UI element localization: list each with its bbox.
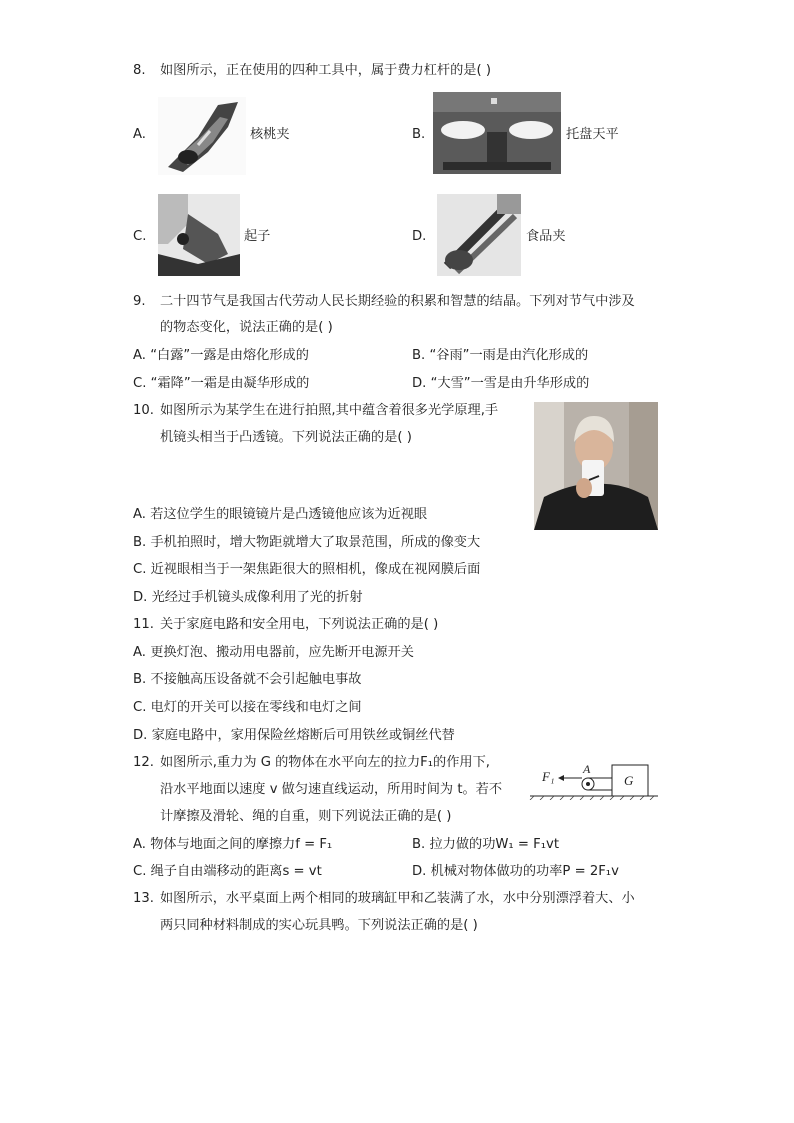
pulley-diagram bbox=[528, 754, 660, 800]
q9-option-c bbox=[133, 375, 309, 393]
pulley-diagram-svg bbox=[528, 754, 660, 800]
q12-number: 12. bbox=[133, 755, 154, 770]
q12-stem-line1: 如图所示,重力为 G 的物体在水平向左的拉力F₁的作用下, bbox=[160, 755, 490, 770]
q9-option-d-text: “大雪”一雪是由升华形成的 bbox=[430, 376, 590, 391]
q11-number: 11. bbox=[133, 617, 154, 632]
q9-option-b-text: “谷雨”一雨是由汽化形成的 bbox=[429, 348, 589, 363]
q10-option-b bbox=[133, 534, 480, 552]
selfie-image bbox=[534, 402, 658, 530]
q10-option-a bbox=[133, 506, 427, 524]
q10-option-a-label: A. bbox=[133, 507, 146, 522]
bottle-opener-photo bbox=[158, 194, 240, 276]
balance-scale-image bbox=[433, 92, 561, 174]
q10-number: 10. bbox=[133, 403, 154, 418]
bottle-opener-image bbox=[158, 194, 240, 276]
q10-option-c-label: C. bbox=[133, 562, 147, 577]
q9-option-c-text: “霜降”一霜是由凝华形成的 bbox=[150, 376, 310, 391]
q11-option-a-label: A. bbox=[133, 645, 146, 660]
q9-stem-line1: 二十四节气是我国古代劳动人民长期经验的积累和智慧的结晶。下列对节气中涉及 bbox=[160, 294, 635, 309]
food-tongs-image bbox=[437, 194, 521, 276]
q12-stem-line2: 沿水平地面以速度 v 做匀速直线运动，所用时间为 t。若不 bbox=[160, 782, 503, 797]
q12-option-b-text: 拉力做的功W₁ = F₁vt bbox=[429, 837, 559, 852]
q13-stem-line1: 如图所示，水平桌面上两个相同的玻璃缸甲和乙装满了水，水中分别漂浮着大、小 bbox=[160, 891, 635, 906]
q10-option-b-text: 手机拍照时，增大物距就增大了取景范围，所成的像变大 bbox=[150, 535, 481, 550]
q11-option-b bbox=[133, 671, 361, 689]
force-label: F₁ bbox=[542, 769, 555, 784]
q11-option-c bbox=[133, 699, 362, 717]
q11-option-b-label: B. bbox=[133, 672, 147, 687]
q9-stem-line2: 的物态变化，说法正确的是( ) bbox=[160, 320, 333, 335]
q11-option-a bbox=[133, 644, 414, 662]
balance-scale-photo bbox=[433, 92, 561, 174]
q10-option-d-label: D. bbox=[133, 590, 148, 605]
q10-stem-line1: 如图所示为某学生在进行拍照,其中蕴含着很多光学原理,手 bbox=[160, 403, 499, 418]
q12-option-c bbox=[133, 863, 322, 881]
q9-option-b-label: B. bbox=[412, 348, 426, 363]
q11-option-a-text: 更换灯泡、搬动用电器前，应先断开电源开关 bbox=[150, 645, 414, 660]
q9-option-b bbox=[412, 347, 588, 365]
q10-option-a-text: 若这位学生的眼镜镜片是凸透镜他应该为近视眼 bbox=[150, 507, 428, 522]
pulley-label: A bbox=[583, 762, 591, 776]
q13-number: 13. bbox=[133, 891, 154, 906]
walnut-cracker-photo bbox=[158, 97, 246, 175]
q8-option-c-label: C. bbox=[133, 229, 147, 244]
q9-option-d-label: D. bbox=[412, 376, 427, 391]
q12-option-d bbox=[412, 863, 619, 881]
q9-option-c-label: C. bbox=[133, 376, 147, 391]
q8-option-a-caption: 核桃夹 bbox=[250, 127, 290, 142]
q10-option-d bbox=[133, 589, 363, 607]
q11-option-d-text: 家庭电路中，家用保险丝熔断后可用铁丝或铜丝代替 bbox=[151, 728, 455, 743]
q9-option-d bbox=[412, 375, 589, 393]
q12-option-b bbox=[412, 836, 559, 854]
q11-option-d bbox=[133, 727, 455, 745]
q11-option-c-text: 电灯的开关可以接在零线和电灯之间 bbox=[150, 700, 362, 715]
q12-option-b-label: B. bbox=[412, 837, 426, 852]
q11-option-d-label: D. bbox=[133, 728, 148, 743]
q11-option-c-label: C. bbox=[133, 700, 147, 715]
q9-option-a-text: “白露”一露是由熔化形成的 bbox=[150, 348, 309, 363]
q12-option-d-label: D. bbox=[412, 864, 427, 879]
q8-option-b-caption: 托盘天平 bbox=[566, 127, 619, 142]
walnut-cracker-image bbox=[158, 97, 246, 175]
q12-option-a-text: 物体与地面之间的摩擦力f = F₁ bbox=[150, 837, 333, 852]
q9-option-a bbox=[133, 347, 309, 365]
q9-number: 9. bbox=[133, 294, 146, 309]
q13-stem-line2: 两只同种材料制成的实心玩具鸭。下列说法正确的是( ) bbox=[160, 918, 478, 933]
q12-option-c-text: 绳子自由端移动的距离s = vt bbox=[150, 864, 322, 879]
q8-option-d-caption: 食品夹 bbox=[526, 229, 566, 244]
q8-option-a-label: A. bbox=[133, 127, 146, 142]
q10-option-c bbox=[133, 561, 480, 579]
q8-option-d-label: D. bbox=[412, 229, 427, 244]
q12-option-a bbox=[133, 836, 332, 854]
q11-stem: 关于家庭电路和安全用电，下列说法正确的是( ) bbox=[160, 617, 439, 632]
q10-option-d-text: 光经过手机镜头成像利用了光的折射 bbox=[151, 590, 363, 605]
q8-option-b-label: B. bbox=[412, 127, 426, 142]
food-tongs-photo bbox=[437, 194, 521, 276]
q10-stem-line2: 机镜头相当于凸透镜。下列说法正确的是( ) bbox=[160, 430, 412, 445]
q12-stem-line3: 计摩擦及滑轮、绳的自重，则下列说法正确的是( ) bbox=[160, 809, 452, 824]
q9-option-a-label: A. bbox=[133, 348, 146, 363]
q8-number: 8. bbox=[133, 63, 146, 78]
q10-option-b-label: B. bbox=[133, 535, 147, 550]
q8-stem: 如图所示，正在使用的四种工具中，属于费力杠杆的是( ) bbox=[160, 63, 491, 78]
block-label: G bbox=[624, 773, 634, 788]
q12-option-d-text: 机械对物体做功的功率P = 2F₁v bbox=[430, 864, 619, 879]
q10-option-c-text: 近视眼相当于一架焦距很大的照相机，像成在视网膜后面 bbox=[150, 562, 481, 577]
q8-option-c-caption: 起子 bbox=[244, 229, 271, 244]
q11-option-b-text: 不接触高压设备就不会引起触电事故 bbox=[150, 672, 362, 687]
q12-option-c-label: C. bbox=[133, 864, 147, 879]
selfie-photo bbox=[534, 402, 658, 530]
q12-option-a-label: A. bbox=[133, 837, 146, 852]
